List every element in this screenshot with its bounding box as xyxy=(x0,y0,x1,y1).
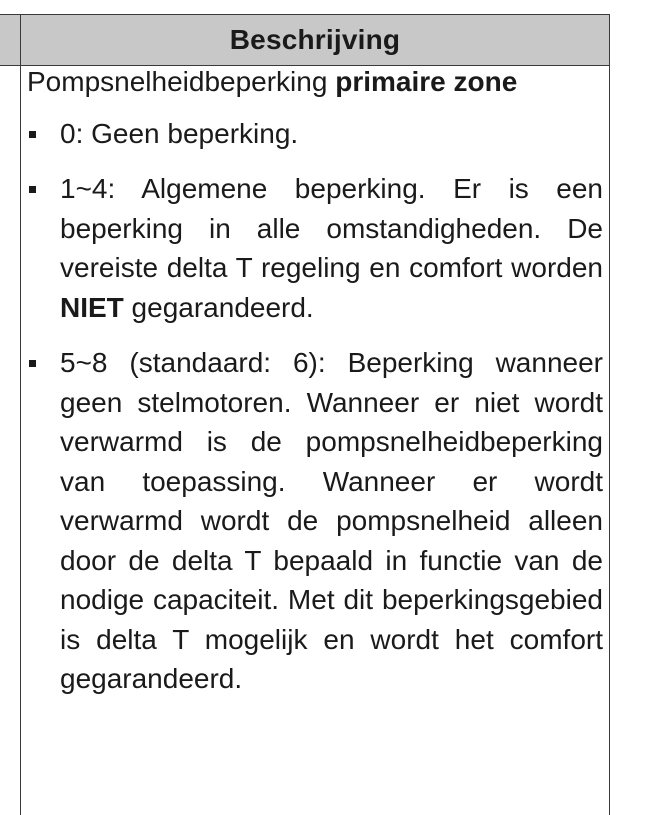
list-item-text-after: gegarandeerd. xyxy=(123,291,314,323)
left-column-header xyxy=(0,15,20,66)
intro-bold: primaire zone xyxy=(335,66,518,97)
list-item-bold: NIET xyxy=(60,291,124,323)
list-item-text: 5~8 (standaard: 6): Beperking wanneer geen stelmotoren. Wanneer er niet wordt verwarmd is de pompsnelheidbeperking van toepassing. Wanneer er wordt verwarmd wordt de pompsnelheid alleen door de delta T bepaald in functie van de nodige capaciteit. Met dit beperkingsgebied is delta T mogelijk en wordt het comfort gegarandeerd. xyxy=(60,347,603,694)
right-border xyxy=(609,15,610,815)
intro-line xyxy=(27,62,603,102)
column-header xyxy=(21,15,609,66)
bullet-icon xyxy=(29,360,36,367)
intro-text: Pompsnelheidbeperking xyxy=(27,66,336,97)
left-column xyxy=(0,15,21,815)
bullet-icon xyxy=(29,131,36,138)
list-item xyxy=(27,114,603,154)
column-header-title: Beschrijving xyxy=(229,24,401,55)
list-item xyxy=(27,343,603,699)
list-item xyxy=(27,169,603,327)
bullet-icon xyxy=(29,186,36,193)
list-item-text: 0: Geen beperking. xyxy=(60,117,299,149)
description-cell xyxy=(27,62,603,715)
list-item-text: 1~4: Algemene beperking. Er is een beperking in alle omstandigheden. De vereiste delta T regeling en comfort worden xyxy=(60,173,603,283)
